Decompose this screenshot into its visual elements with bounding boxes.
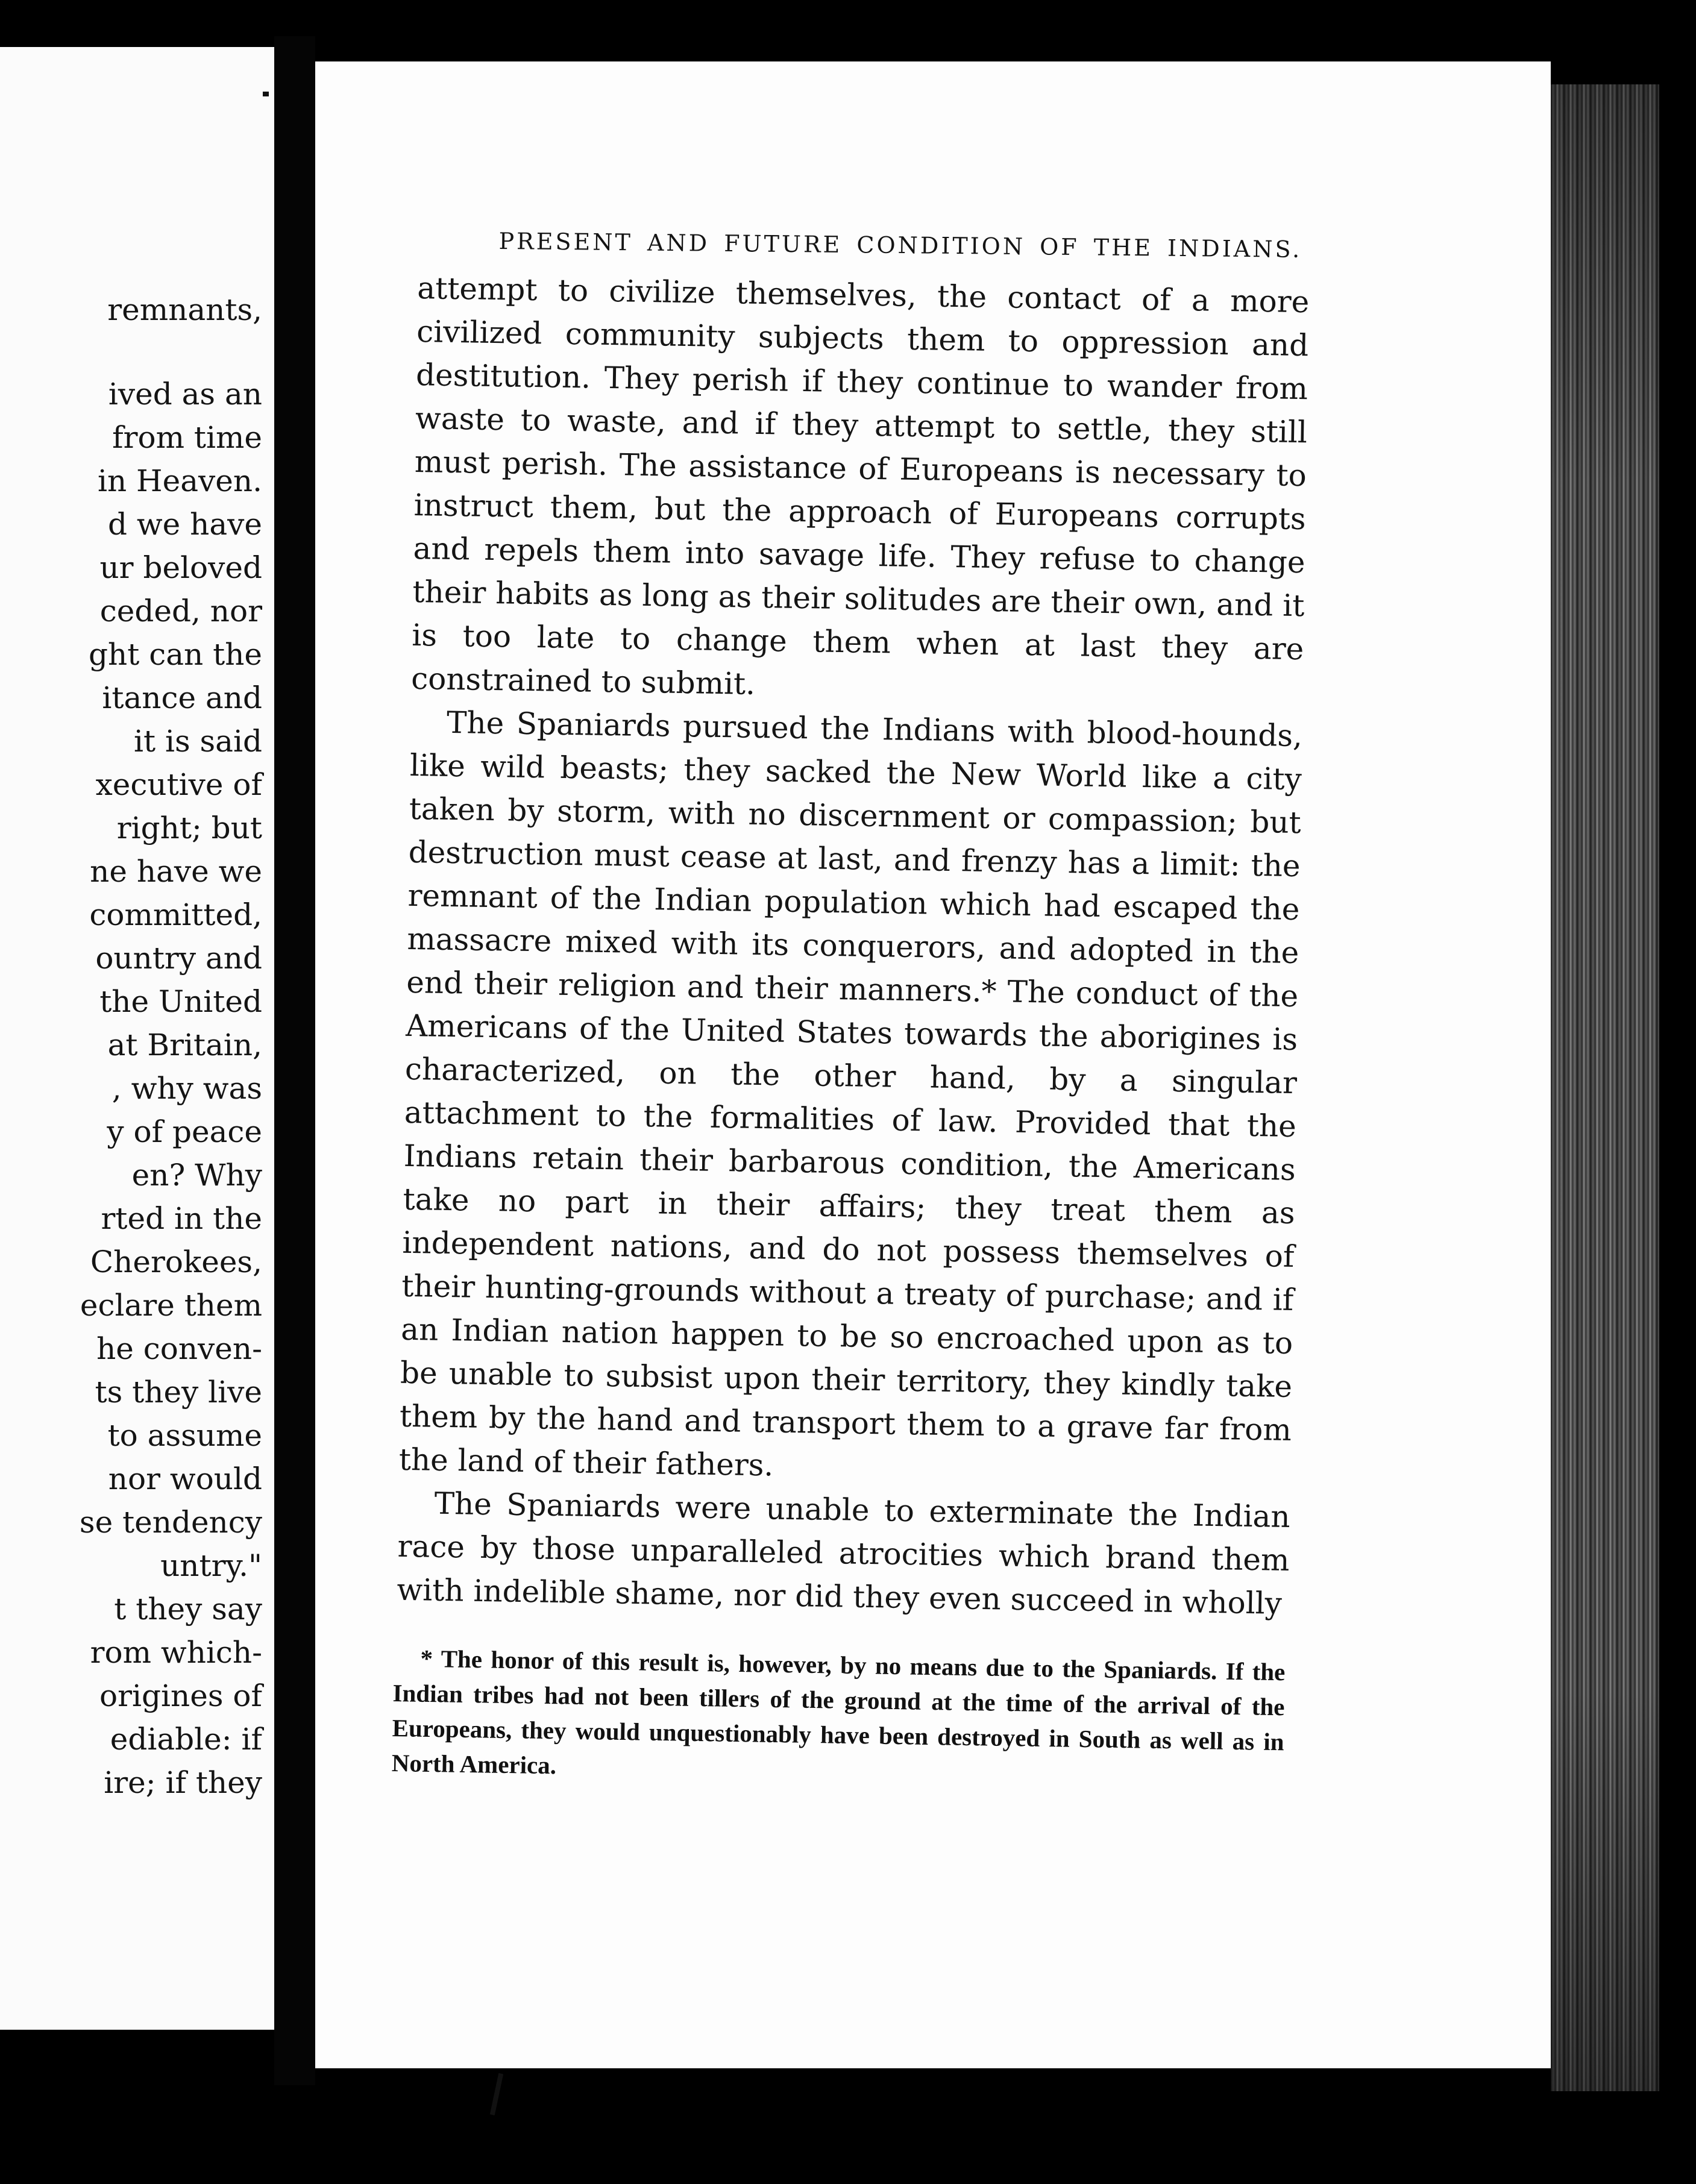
paragraph: attempt to civilize themselves, the contact of a more civilized community subjects them to oppression and destitution. They perish if they continue to wander from waste to waste, and if they attempt to settle, they still must perish. The assistance of Europeans is necessary to instruct them, but the approach of Europeans corrupts and repels them into savage life. They refuse to change their habits as long as their solitudes are their own, and it is too late to change them when at last they are constrained to submit.: [410, 270, 1310, 701]
left-page-line: he conven-: [96, 1331, 262, 1366]
left-page-line: rom which-: [90, 1635, 262, 1670]
left-page-line: right; but: [116, 811, 262, 846]
paragraph: The Spaniards were unable to exterminate the Indian race by those unparalleled atrocities which brand them with indelible shame, nor did they even succeed in wholly: [397, 1486, 1291, 1621]
scan-artifact: [490, 2073, 503, 2115]
left-page-line: untry.": [160, 1548, 262, 1583]
left-page-line: itance and: [102, 680, 262, 715]
left-facing-page: [0, 47, 274, 2030]
page-edges: [1551, 84, 1659, 2091]
left-page-line: the United: [99, 984, 262, 1019]
left-page-line: d we have: [107, 507, 262, 542]
left-page-line: ts they live: [95, 1375, 262, 1410]
footnote: * The honor of this result is, however, by no means due to the Spaniards. If the Indian tribes had not been tillers of the ground at the time of the arrival of the Europeans, they would unquestionably have been destroyed in South as well as in North America.: [391, 1644, 1286, 1780]
left-page-line: ne have we: [90, 854, 262, 889]
left-page-line: se tendency: [79, 1505, 262, 1540]
scan-artifact: [263, 92, 269, 96]
left-page-line: rted in the: [101, 1201, 262, 1236]
left-page-line: origines of: [99, 1678, 262, 1713]
left-page-line: Cherokees,: [90, 1244, 262, 1279]
left-page-line: ceded, nor: [99, 594, 262, 629]
left-page-line: ountry and: [95, 941, 262, 976]
paragraph: The Spaniards pursued the Indians with blood-hounds, like wild beasts; they sacked the New World like a city taken by storm, with no discernment or compassion; but destruction must cease at last, and frenzy has a limit: the remnant of the Indian population which had escaped the massacre mixed with its conquerors, and adopted in the end their religion and their manners.* The conduct of the Americans of the United States towards the aborigines is characterized, on the other hand, by a singular attachment to the formalities of law. Provided that the Indians retain their barbarous condition, the Americans take no part in their affairs; they treat them as independent nations, and do not possess themselves of their hunting-grounds without a treaty of purchase; and if an Indian nation happen to be so encroached upon as to be unable to subsist upon their territory, they kindly take them by the hand and transport them to a grave far from the land of their fathers.: [398, 704, 1303, 1483]
left-page-line: at Britain,: [107, 1028, 262, 1062]
running-title: PRESENT AND FUTURE CONDITION OF THE INDIANS.: [498, 227, 1302, 263]
left-page-line: in Heaven.: [97, 463, 262, 498]
body-text: [397, 266, 1310, 1625]
left-page-line: xecutive of: [95, 767, 262, 802]
left-page-line: to assume: [107, 1418, 262, 1453]
left-page-line: remnants,: [107, 292, 262, 327]
left-page-line: ire; if they: [104, 1765, 262, 1800]
left-page-line: ived as an: [108, 377, 262, 412]
left-page-line: en? Why: [131, 1158, 262, 1193]
left-page-line: eclare them: [80, 1288, 262, 1323]
book-gutter: [274, 36, 315, 2085]
book-page: [315, 61, 1551, 2068]
left-page-line: , why was: [111, 1071, 262, 1106]
left-page-line: t they say: [114, 1592, 262, 1627]
left-page-line: committed,: [89, 897, 262, 932]
left-page-line: ediable: if: [110, 1722, 262, 1757]
left-page-line: ur beloved: [99, 550, 262, 585]
left-page-line: it is said: [134, 724, 262, 759]
left-page-line: ght can the: [89, 637, 262, 672]
left-page-line: nor would: [108, 1461, 262, 1496]
left-page-line: y of peace: [107, 1114, 262, 1149]
left-page-line: from time: [112, 420, 262, 455]
